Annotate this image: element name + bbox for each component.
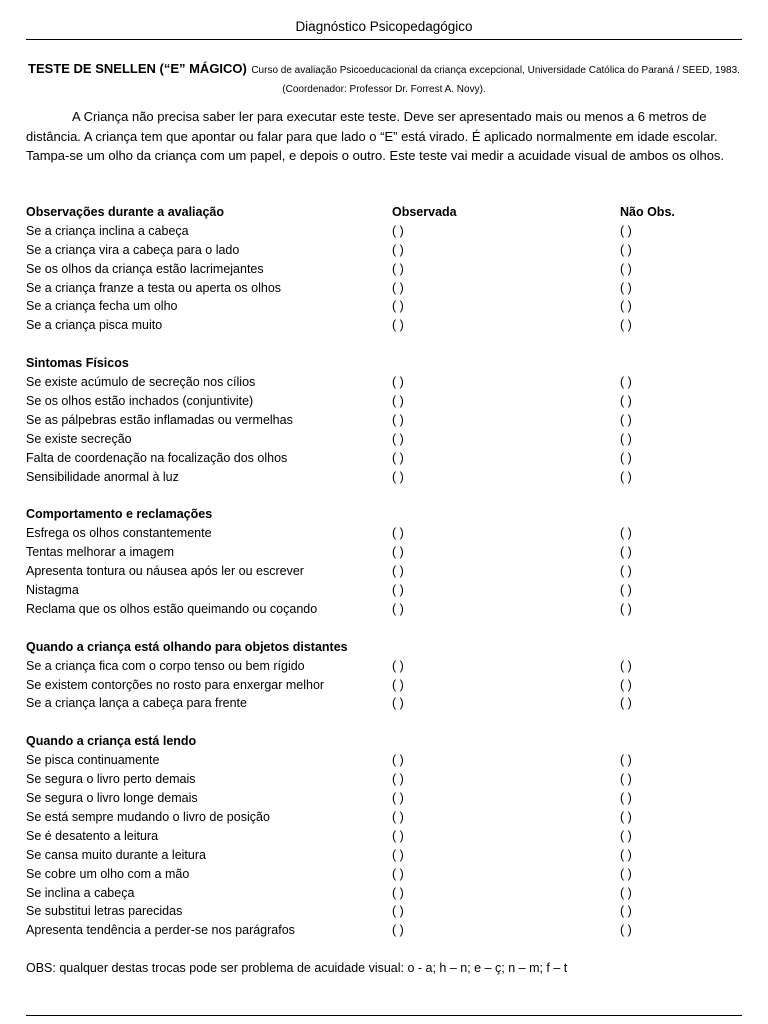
observada-checkbox[interactable]: ( ) bbox=[392, 242, 404, 257]
checklist-row bbox=[26, 543, 742, 562]
section-heading: Quando a criança está lendo bbox=[26, 734, 197, 749]
observada-checkbox[interactable]: ( ) bbox=[392, 696, 404, 711]
nao-obs-checkbox[interactable]: ( ) bbox=[620, 431, 632, 446]
checklist-row bbox=[26, 865, 742, 884]
nao-obs-checkbox[interactable]: ( ) bbox=[620, 223, 632, 238]
test-title: TESTE DE SNELLEN (“E” MÁGICO) bbox=[28, 61, 247, 76]
observada-checkbox[interactable]: ( ) bbox=[392, 564, 404, 579]
observada-checkbox[interactable]: ( ) bbox=[392, 791, 404, 806]
nao-obs-checkbox[interactable]: ( ) bbox=[620, 866, 632, 881]
checklist-row bbox=[26, 297, 742, 316]
checklist-item-label: Se cansa muito durante a leitura bbox=[26, 847, 206, 862]
section-heading: Quando a criança está olhando para objetos distantes bbox=[26, 639, 348, 654]
section-heading-row bbox=[26, 203, 742, 222]
checklist-row bbox=[26, 676, 742, 695]
column-header-nao-obs: Não Obs. bbox=[620, 205, 675, 219]
checklist-item-label: Se inclina a cabeça bbox=[26, 885, 135, 900]
observada-checkbox[interactable]: ( ) bbox=[392, 677, 404, 692]
document-title bbox=[26, 60, 742, 98]
observada-checkbox[interactable]: ( ) bbox=[392, 601, 404, 616]
observada-checkbox[interactable]: ( ) bbox=[392, 753, 404, 768]
observada-checkbox[interactable]: ( ) bbox=[392, 772, 404, 787]
nao-obs-checkbox[interactable]: ( ) bbox=[620, 772, 632, 787]
checklist-item-label: Esfrega os olhos constantemente bbox=[26, 526, 212, 541]
checklist-row bbox=[26, 562, 742, 581]
checklist-item-label: Se é desatento a leitura bbox=[26, 828, 159, 843]
nao-obs-checkbox[interactable]: ( ) bbox=[620, 923, 632, 938]
checklist-item-label: Reclama que os olhos estão queimando ou coçando bbox=[26, 601, 318, 616]
section-heading: Comportamento e reclamações bbox=[26, 507, 213, 522]
checklist-item-label: Sensibilidade anormal à luz bbox=[26, 469, 179, 484]
checklist-row bbox=[26, 600, 742, 619]
observada-checkbox[interactable]: ( ) bbox=[392, 847, 404, 862]
checklist-item-label: Apresenta tendência a perder-se nos parágrafos bbox=[26, 923, 295, 938]
checklist-item-label: Se existe acúmulo de secreção nos cílios bbox=[26, 375, 256, 390]
checklist-item-label: Se segura o livro perto demais bbox=[26, 772, 196, 787]
checklist-item-label: Se a criança lança a cabeça para frente bbox=[26, 696, 247, 711]
checklist-item-label: Se os olhos da criança estão lacrimejantes bbox=[26, 261, 264, 276]
nao-obs-checkbox[interactable]: ( ) bbox=[620, 280, 632, 295]
nao-obs-checkbox[interactable]: ( ) bbox=[620, 375, 632, 390]
checklist bbox=[26, 203, 742, 940]
checklist-row bbox=[26, 694, 742, 713]
checklist-row bbox=[26, 373, 742, 392]
checklist-row bbox=[26, 468, 742, 487]
observada-checkbox[interactable]: ( ) bbox=[392, 318, 404, 333]
observada-checkbox[interactable]: ( ) bbox=[392, 261, 404, 276]
checklist-item-label: Se pisca continuamente bbox=[26, 753, 160, 768]
section-heading-row bbox=[26, 505, 742, 524]
checklist-item-label: Apresenta tontura ou náusea após ler ou escrever bbox=[26, 564, 304, 579]
checklist-row bbox=[26, 751, 742, 770]
checklist-row bbox=[26, 279, 742, 298]
section-heading: Observações durante a avaliação bbox=[26, 205, 225, 219]
test-citation: Curso de avaliação Psicoeducacional da criança excepcional, Universidade Católica do Paraná / SEED, 1983. (Coordenador: Professor Dr. Forrest A. Novy). bbox=[251, 65, 740, 95]
checklist-row bbox=[26, 808, 742, 827]
section-heading-row bbox=[26, 354, 742, 373]
checklist-item-label: Se está sempre mudando o livro de posição bbox=[26, 809, 270, 824]
checklist-row bbox=[26, 770, 742, 789]
nao-obs-checkbox[interactable]: ( ) bbox=[620, 753, 632, 768]
observada-checkbox[interactable]: ( ) bbox=[392, 526, 404, 541]
observada-checkbox[interactable]: ( ) bbox=[392, 658, 404, 673]
checklist-item-label: Se a criança franze a testa ou aperta os olhos bbox=[26, 280, 282, 295]
nao-obs-checkbox[interactable]: ( ) bbox=[620, 583, 632, 598]
checklist-row bbox=[26, 524, 742, 543]
checklist-item-label: Se a criança pisca muito bbox=[26, 318, 163, 333]
checklist-row bbox=[26, 921, 742, 940]
observada-checkbox[interactable]: ( ) bbox=[392, 223, 404, 238]
nao-obs-checkbox[interactable]: ( ) bbox=[620, 564, 632, 579]
checklist-row bbox=[26, 827, 742, 846]
observada-checkbox[interactable]: ( ) bbox=[392, 583, 404, 598]
checklist-row bbox=[26, 581, 742, 600]
checklist-item-label: Se a criança fica com o corpo tenso ou bem rígido bbox=[26, 658, 305, 673]
checklist-item-label: Se substitui letras parecidas bbox=[26, 904, 183, 919]
observada-checkbox[interactable]: ( ) bbox=[392, 450, 404, 465]
column-header-observada: Observada bbox=[392, 205, 457, 219]
nao-obs-checkbox[interactable]: ( ) bbox=[620, 394, 632, 409]
checklist-row bbox=[26, 449, 742, 468]
nao-obs-checkbox[interactable]: ( ) bbox=[620, 828, 632, 843]
nao-obs-checkbox[interactable]: ( ) bbox=[620, 791, 632, 806]
section-gap bbox=[26, 713, 742, 732]
nao-obs-checkbox[interactable]: ( ) bbox=[620, 658, 632, 673]
checklist-item-label: Se as pálpebras estão inflamadas ou vermelhas bbox=[26, 412, 293, 427]
footer-rule bbox=[26, 1015, 742, 1016]
observada-checkbox[interactable]: ( ) bbox=[392, 866, 404, 881]
checklist-row bbox=[26, 430, 742, 449]
nao-obs-checkbox[interactable]: ( ) bbox=[620, 885, 632, 900]
nao-obs-checkbox[interactable]: ( ) bbox=[620, 469, 632, 484]
observada-checkbox[interactable]: ( ) bbox=[392, 431, 404, 446]
checklist-item-label: Se a criança inclina a cabeça bbox=[26, 223, 189, 238]
nao-obs-checkbox[interactable]: ( ) bbox=[620, 847, 632, 862]
section-gap bbox=[26, 619, 742, 638]
checklist-row bbox=[26, 657, 742, 676]
observada-checkbox[interactable]: ( ) bbox=[392, 885, 404, 900]
checklist-item-label: Se a criança vira a cabeça para o lado bbox=[26, 242, 240, 257]
nao-obs-checkbox[interactable]: ( ) bbox=[620, 261, 632, 276]
observada-checkbox[interactable]: ( ) bbox=[392, 809, 404, 824]
checklist-row bbox=[26, 241, 742, 260]
checklist-row bbox=[26, 884, 742, 903]
observada-checkbox[interactable]: ( ) bbox=[392, 545, 404, 560]
nao-obs-checkbox[interactable]: ( ) bbox=[620, 299, 632, 314]
intro-paragraph: A Criança não precisa saber ler para executar este teste. Deve ser apresentado mais ou menos a 6 metros de distância. A criança tem que apontar ou falar para que lado o “E” está virado. É aplicado normalmente em idade escolar. Tampa-se um olho da criança com um papel, e depois o outro. Este teste vai medir a acuidade visual de ambos os olhos. bbox=[26, 109, 725, 163]
checklist-item-label: Se segura o livro longe demais bbox=[26, 791, 198, 806]
observada-checkbox[interactable]: ( ) bbox=[392, 923, 404, 938]
section-heading-row bbox=[26, 732, 742, 751]
checklist-row bbox=[26, 316, 742, 335]
checklist-item-label: Se a criança fecha um olho bbox=[26, 299, 178, 314]
nao-obs-checkbox[interactable]: ( ) bbox=[620, 904, 632, 919]
checklist-item-label: Se cobre um olho com a mão bbox=[26, 866, 190, 881]
checklist-row bbox=[26, 392, 742, 411]
checklist-row bbox=[26, 846, 742, 865]
nao-obs-checkbox[interactable]: ( ) bbox=[620, 318, 632, 333]
checklist-item-label: Tentas melhorar a imagem bbox=[26, 545, 174, 560]
nao-obs-checkbox[interactable]: ( ) bbox=[620, 412, 632, 427]
nao-obs-checkbox[interactable]: ( ) bbox=[620, 450, 632, 465]
observada-checkbox[interactable]: ( ) bbox=[392, 412, 404, 427]
checklist-item-label: Se os olhos estão inchados (conjuntivite) bbox=[26, 394, 254, 409]
nao-obs-checkbox[interactable]: ( ) bbox=[620, 526, 632, 541]
page-header bbox=[26, 18, 742, 40]
checklist-item-label: Se existem contorções no rosto para enxergar melhor bbox=[26, 677, 325, 692]
checklist-row bbox=[26, 222, 742, 241]
checklist-row bbox=[26, 789, 742, 808]
observada-checkbox[interactable]: ( ) bbox=[392, 469, 404, 484]
nao-obs-checkbox[interactable]: ( ) bbox=[620, 601, 632, 616]
observada-checkbox[interactable]: ( ) bbox=[392, 394, 404, 409]
nao-obs-checkbox[interactable]: ( ) bbox=[620, 696, 632, 711]
observada-checkbox[interactable]: ( ) bbox=[392, 904, 404, 919]
section-gap bbox=[26, 486, 742, 505]
checklist-row bbox=[26, 260, 742, 279]
nao-obs-checkbox[interactable]: ( ) bbox=[620, 677, 632, 692]
nao-obs-checkbox[interactable]: ( ) bbox=[620, 809, 632, 824]
observada-checkbox[interactable]: ( ) bbox=[392, 828, 404, 843]
nao-obs-checkbox[interactable]: ( ) bbox=[620, 242, 632, 257]
checklist-row bbox=[26, 902, 742, 921]
checklist-item-label: Se existe secreção bbox=[26, 431, 132, 446]
section-heading-row bbox=[26, 638, 742, 657]
checklist-item-label: Falta de coordenação na focalização dos olhos bbox=[26, 450, 288, 465]
header-title: Diagnóstico Psicopedagógico bbox=[295, 19, 473, 34]
checklist-row bbox=[26, 411, 742, 430]
nao-obs-checkbox[interactable]: ( ) bbox=[620, 545, 632, 560]
obs-note: OBS: qualquer destas trocas pode ser problema de acuidade visual: o - a; h – n; e – ç; n – m; f – t bbox=[26, 961, 568, 975]
observada-checkbox[interactable]: ( ) bbox=[392, 299, 404, 314]
checklist-item-label: Nistagma bbox=[26, 583, 79, 598]
observada-checkbox[interactable]: ( ) bbox=[392, 280, 404, 295]
observada-checkbox[interactable]: ( ) bbox=[392, 375, 404, 390]
section-heading: Sintomas Físicos bbox=[26, 356, 129, 371]
section-gap bbox=[26, 335, 742, 354]
